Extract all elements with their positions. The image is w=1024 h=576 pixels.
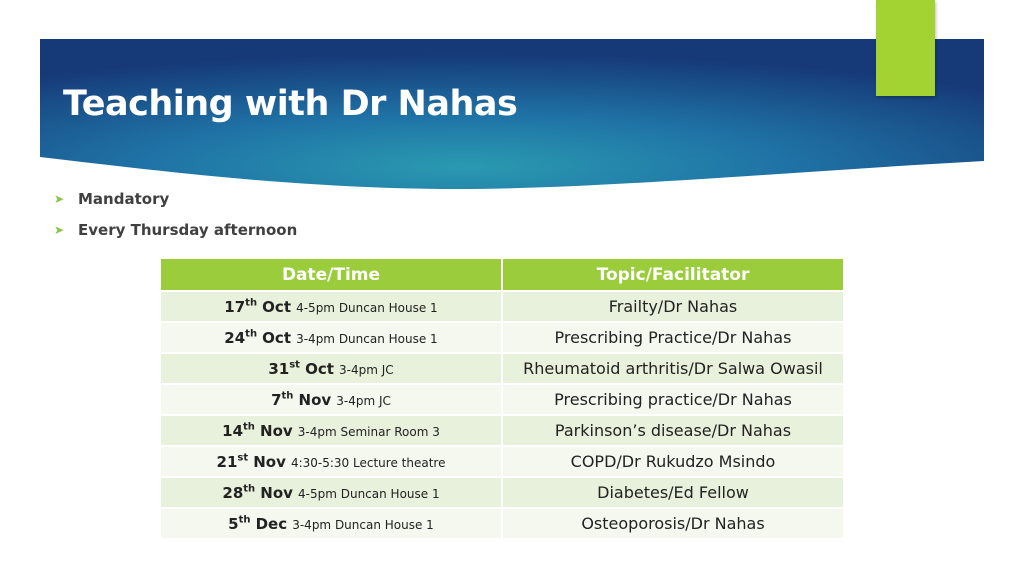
- date-day: 28: [222, 484, 244, 502]
- date-cell: [161, 508, 502, 538]
- table-row: [161, 384, 843, 415]
- topic-cell: Parkinson’s disease/Dr Nahas: [502, 415, 843, 446]
- date-cell: [161, 322, 502, 353]
- topic-cell: Osteoporosis/Dr Nahas: [502, 508, 843, 538]
- date-suffix: th: [245, 297, 258, 309]
- bullet-text: Every Thursday afternoon: [78, 220, 298, 239]
- arrow-bullet-icon: ➤: [54, 222, 65, 237]
- date-day: 24: [224, 329, 246, 347]
- date-suffix: th: [243, 421, 255, 433]
- table-header-row: [161, 259, 843, 291]
- table-row: [161, 477, 843, 508]
- date-suffix: th: [238, 514, 251, 526]
- date-month: Nov: [260, 484, 293, 502]
- date-day: 17: [224, 298, 246, 316]
- date-cell: [161, 353, 502, 384]
- header-date-time: Date/Time: [161, 259, 502, 291]
- date-month: Oct: [262, 329, 291, 347]
- date-detail: 3-4pm Seminar Room 3: [297, 425, 440, 439]
- date-suffix: th: [243, 483, 256, 495]
- table-row: [161, 446, 843, 477]
- date-suffix: th: [245, 328, 258, 340]
- date-cell: [161, 477, 502, 508]
- bullet-item: [54, 183, 297, 214]
- date-detail: 3-4pm Duncan House 1: [292, 518, 434, 532]
- bullet-list: [54, 183, 297, 245]
- date-day: 21: [216, 453, 238, 471]
- bullet-item: [54, 214, 297, 245]
- topic-cell: COPD/Dr Rukudzo Msindo: [502, 446, 843, 477]
- date-detail: 3-4pm JC: [336, 394, 391, 408]
- topic-cell: Rheumatoid arthritis/Dr Salwa Owasil: [502, 353, 843, 384]
- accent-tab: [876, 0, 935, 96]
- table-row: [161, 415, 843, 446]
- date-detail: 4-5pm Duncan House 1: [298, 487, 440, 501]
- date-cell: [161, 446, 502, 477]
- date-detail: 3-4pm Duncan House 1: [296, 332, 438, 346]
- date-day: 7: [271, 391, 282, 409]
- table-row: [161, 322, 843, 353]
- bullet-text: Mandatory: [78, 189, 170, 208]
- table-row: [161, 291, 843, 322]
- table-row: [161, 508, 843, 538]
- topic-cell: Frailty/Dr Nahas: [502, 291, 843, 322]
- date-detail: 4:30-5:30 Lecture theatre: [290, 456, 446, 470]
- date-day: 5: [228, 515, 239, 533]
- topic-cell: Prescribing Practice/Dr Nahas: [502, 322, 843, 353]
- schedule-table: [161, 259, 843, 538]
- date-month: Oct: [305, 360, 334, 378]
- date-day: 14: [222, 422, 244, 440]
- date-day: 31: [268, 360, 290, 378]
- date-month: Nov: [253, 453, 286, 471]
- date-month: Oct: [262, 298, 291, 316]
- date-cell: [161, 291, 502, 322]
- date-detail: 4-5pm Duncan House 1: [296, 301, 438, 315]
- arrow-bullet-icon: ➤: [54, 191, 65, 206]
- date-suffix: th: [281, 390, 294, 402]
- date-cell: [161, 415, 502, 446]
- date-suffix: st: [289, 359, 300, 371]
- date-cell: [161, 384, 502, 415]
- date-month: Nov: [260, 422, 293, 440]
- date-detail: 3-4pm JC: [338, 363, 394, 377]
- header-topic-facilitator: Topic/Facilitator: [502, 259, 843, 291]
- topic-cell: Diabetes/Ed Fellow: [502, 477, 843, 508]
- date-month: Dec: [255, 515, 288, 533]
- slide-title: Teaching with Dr Nahas: [63, 84, 518, 124]
- date-month: Nov: [298, 391, 332, 409]
- table-row: [161, 353, 843, 384]
- date-suffix: st: [237, 452, 249, 464]
- topic-cell: Prescribing practice/Dr Nahas: [502, 384, 843, 415]
